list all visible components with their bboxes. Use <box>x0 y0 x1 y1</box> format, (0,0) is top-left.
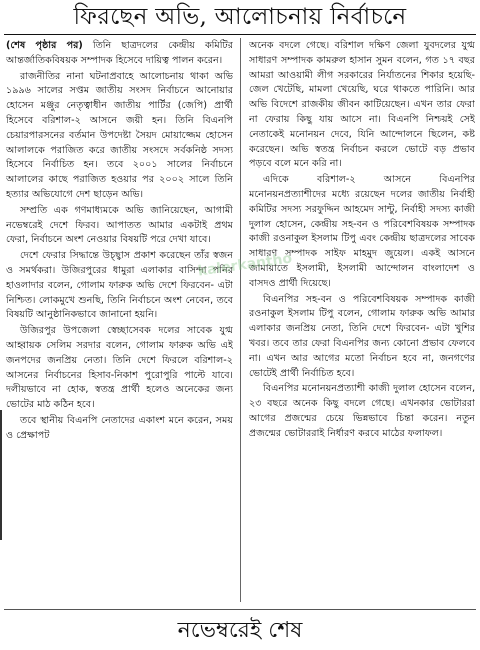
headline-rule <box>4 34 476 35</box>
body-paragraph: সম্প্রতি এক গণমাধ্যমকে অভি জানিয়েছেন, আগামী নভেম্বরেই দেশে ফিরব। আপাতত আমার একটাই প্রথম ফেরা, নির্বাচনে অংশ নেওয়ার বিষয়টি পরে দেখা যাবে। <box>6 204 233 246</box>
left-column <box>6 39 233 602</box>
body-paragraph: অনেক বদলে গেছে। বরিশাল দক্ষিণ জেলা যুবদলের যুগ্ম সাধারণ সম্পাদক কামরুল হাসান সুমন বলেন, গত ১৭ বছর আমরা আওয়ামী লীগ সরকারের নির্যাতনের শিকার হয়েছি- জেল খেটেছি, মামলা খেয়েছি, ঘরে থাকতে পারিনি। আর অভি বিদেশে রাজকীয় জীবন কাটিয়েছেন। এখন তার ফেরা না ফেরায় কিছু যায় আসে না। বিএনপি নিশ্চয়ই সেই নেতাকেই মনোনয়ন দেবে, যিনি আন্দোলনে ছিলেন, কষ্ট করেছেন। অভি স্বতন্ত্র নির্বাচন করলে ভোটে বড় প্রভাব পড়বে বলে মনে করি না। <box>249 40 475 170</box>
body-paragraph: রাজনীতির নানা ঘটনাপ্রবাহে আলোচনায় থাকা অভি ১৯৯৬ সালের সপ্তম জাতীয় সংসদ নির্বাচনে আনোয়ার হোসেন মঞ্জুর নেতৃত্বাধীন জাতীয় পার্টির (জেপি) প্রার্থী হিসেবে বরিশাল-২ আসনে জয়ী হন। তিনি বিএনপি চেয়ারপারসনের বর্তমান উপদেষ্টা সৈয়দ মোয়াজ্জেম হোসেন আলালকে পরাজিত করে জাতীয় সংসদে সর্বকনিষ্ঠ সদস্য হিসেবে নির্বাচিত হন। তবে ২০০১ সালের নির্বাচনে আলালের কাছে পরাজিত হওয়ার পর ২০০২ সালে তিনি হত্যার অভিযোগে দেশ ছাড়েন অভি। <box>6 70 233 200</box>
lead-text: তিনি ছাত্রদলের কেন্দ্রীয় কমিটির আন্তর্জাতিকবিষয়ক সম্পাদক হিসেবে দায়িত্ব পালন করেন। <box>6 40 233 66</box>
lead-paragraph <box>6 39 233 69</box>
next-article-headline: নভেম্বরেই শেষ <box>177 618 303 643</box>
continued-from-tag: (শেষ পৃষ্ঠার পর) <box>6 40 83 51</box>
body-paragraph: এদিকে বরিশাল-২ আসনে বিএনপির মনোনয়নপ্রত্যাশীদের মধ্যে রয়েছেন দলের জাতীয় নির্বাহী কমিটির সদস্য সরফুদ্দিন আহমেদ সান্টু, নির্বাহী সদস্য কাজী দুলাল হোসেন, কেন্দ্রীয় সহ-বন ও পরিবেশবিষয়ক সম্পাদক কাজী রওনাকুল ইসলাম টিপু এবং কেন্দ্রীয় ছাত্রদলের সাবেক সাধারণ সম্পাদক সাইফ মাহমুদ জুয়েল। একই আসনে জামায়াতে ইসলামী, ইসলামী আন্দোলন বাংলাদেশ ও বাসদও প্রার্থী দিয়েছে। <box>249 174 475 289</box>
section-rule <box>4 609 476 610</box>
right-column <box>249 39 475 602</box>
column-divider <box>240 38 241 602</box>
body-paragraph: উজিরপুর উপজেলা স্বেচ্ছাসেবক দলের সাবেক যুগ্ম আহ্বায়ক সেলিম সরদার বলেন, গোলাম ফারুক অভি এই জনপদের জনপ্রিয় নেতা। তিনি দেশে ফিরলে বরিশাল-২ আসনের নির্বাচনের হিসাব-নিকাশ পুরোপুরি পাল্টে যাবে। দলীয়ভাবে না হোক, স্বতন্ত্র প্রার্থী হলেও অনেকের জন্য ভোটের মাঠ কঠিন হবে। <box>6 325 233 411</box>
body-paragraph: তবে স্থানীয় বিএনপি নেতাদের একাংশ মনে করেন, সময় ও প্রেক্ষাপট <box>6 414 233 441</box>
article-headline: ফিরছেন অভি, আলোচনায় নির্বাচনে <box>73 4 407 30</box>
watermark-logo: kalerkantho <box>196 250 294 280</box>
body-paragraph: বিএনপির সহ-বন ও পরিবেশবিষয়ক সম্পাদক কাজী রওনাকুল ইসলাম টিপু বলেন, গোলাম ফারুক অভি আমার এলাকার জনপ্রিয় নেতা, তিনি দেশে ফিরবেন- এটা খুশির খবর। তবে তার ফেরা বিএনপির জন্য কোনো প্রভাব ফেলবে না। এখন আর আগের মতো নির্বাচন হবে না, জনগণের ভোটেই প্রার্থী নির্বাচিত হবে। <box>249 293 475 379</box>
body-paragraph: দেশে ফেরার সিদ্ধান্তে উচ্ছ্বাস প্রকাশ করেছেন তাঁর স্বজন ও সমর্থকরা। উজিরপুরের ধামুরা এলাকার বাসিন্দা পনির হাওলাদার বলেন, গোলাম ফারুক অভি দেশে ফিরবেন- এটা নিশ্চিত। লোকমুখে শুনছি, তিনি নির্বাচনে অংশ নেবেন, তবে বিষয়টি আনুষ্ঠানিকভাবে জানানো হয়নি। <box>6 250 233 321</box>
adjacent-article-rule <box>0 410 2 540</box>
body-paragraph: বিএনপির মনোনয়নপ্রত্যাশী কাজী দুলাল হোসেন বলেন, ২৩ বছরে অনেক কিছু বদলে গেছে। এখনকার ভোটাররা আগের প্রজন্মের চেয়ে ভিন্নভাবে চিন্তা করেন। নতুন প্রজন্মের ভোটাররাই নির্ধারণ করবে মাঠের ফলাফল। <box>249 383 475 439</box>
